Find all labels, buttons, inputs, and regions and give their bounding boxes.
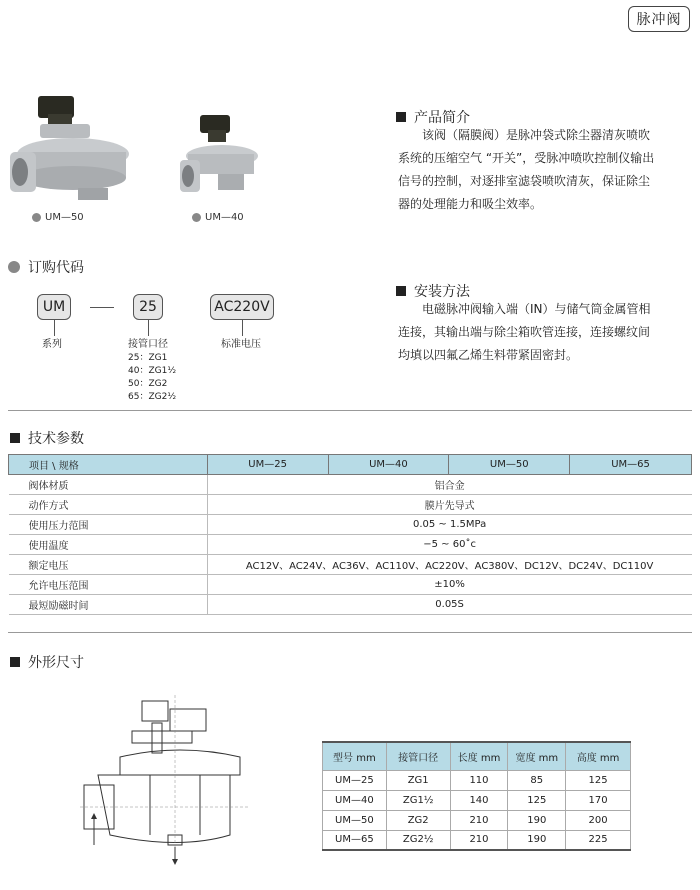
code-leader-line (148, 320, 149, 336)
order-label-size: 接管口径 (128, 339, 168, 350)
order-code-series: UM (37, 294, 71, 320)
square-bullet-icon (396, 112, 406, 122)
install-title: 安装方法 (396, 281, 470, 301)
valve-um50-image (8, 92, 133, 202)
intro-title: 产品简介 (396, 107, 470, 127)
product-caption-um40: UM—40 (192, 212, 244, 223)
valve-um40-image (178, 112, 258, 197)
order-size-list: 25：ZG1 40：ZG1½ 50：ZG2 65：ZG2½ (128, 353, 177, 402)
product-caption-um50: UM—50 (32, 212, 84, 223)
table-row: UM—25 ZG1 110 85 125 (323, 770, 631, 790)
table-row: 动作方式 膜片先导式 (9, 495, 692, 515)
order-label-series: 系列 (42, 339, 62, 350)
spec-header-row: 项目 \ 规格 UM—25 UM—40 UM—50 UM—65 (9, 455, 692, 475)
valve-dimension-drawing (80, 695, 260, 873)
section-divider (8, 410, 692, 411)
dims-header-row: 型号 mm 接管口径 长度 mm 宽度 mm 高度 mm (323, 742, 631, 770)
bullet-dot-icon (8, 261, 20, 273)
square-bullet-icon (10, 657, 20, 667)
table-row: UM—40 ZG1½ 140 125 170 (323, 790, 631, 810)
table-row: UM—50 ZG2 210 190 200 (323, 810, 631, 830)
table-row: 允许电压范围 ±10% (9, 575, 692, 595)
install-text: 电磁脉冲阀输入端（IN）与储气筒金属管相连接，其输出端与除尘箱吹管连接，连接螺纹间均填以四氟乙烯生料带紧固密封。 (398, 302, 651, 362)
order-title: 订购代码 (8, 257, 84, 277)
table-row: 使用温度 −5 ~ 60˚c (9, 535, 692, 555)
order-label-voltage: 标准电压 (221, 339, 261, 350)
intro-text: 该阀（隔膜阀）是脉冲袋式除尘器清灰喷吹系统的压缩空气 “开关”，受脉冲喷吹控制仪输出信号的控制，对逐排室滤袋喷吹清灰，保证除尘器的处理能力和吸尘效率。 (398, 128, 655, 211)
table-row: UM—65 ZG2½ 210 190 225 (323, 830, 631, 850)
table-row: 使用压力范围 0.05 ~ 1.5MPa (9, 515, 692, 535)
table-row: 阀体材质 铝合金 (9, 475, 692, 495)
category-badge: 脉冲阀 (628, 6, 690, 32)
spec-table (8, 454, 692, 615)
square-bullet-icon (396, 286, 406, 296)
code-leader-line (242, 320, 243, 336)
table-row: 额定电压 AC12V、AC24V、AC36V、AC110V、AC220V、AC380V、DC12V、DC24V、DC110V (9, 555, 692, 575)
dims-title: 外形尺寸 (10, 652, 84, 672)
table-row: 最短励磁时间 0.05S (9, 595, 692, 615)
square-bullet-icon (10, 433, 20, 443)
dims-table (322, 741, 631, 851)
bullet-dot-icon (32, 213, 41, 222)
section-divider (8, 632, 692, 633)
order-code-size: 25 (133, 294, 163, 320)
order-code-voltage: AC220V (210, 294, 274, 320)
code-leader-line (54, 320, 55, 336)
spec-title: 技术参数 (10, 428, 84, 448)
code-connector (90, 307, 114, 308)
bullet-dot-icon (192, 213, 201, 222)
